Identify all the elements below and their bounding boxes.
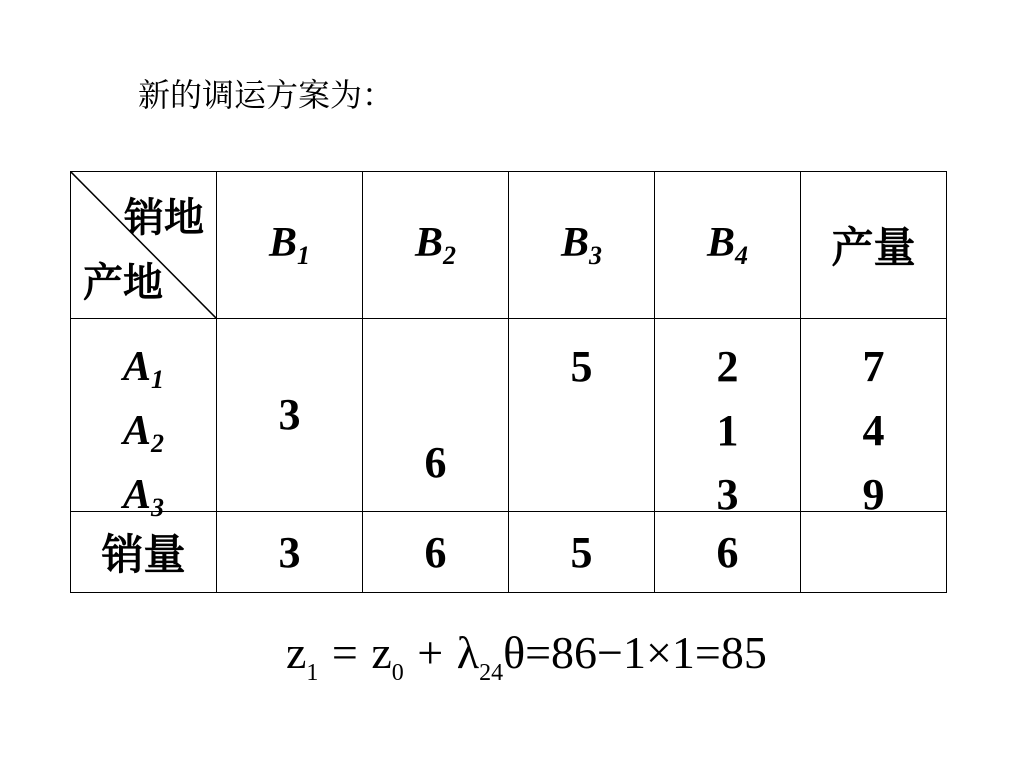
- column-header-b2: $B_2$: [363, 172, 509, 319]
- cell-a1-b3: 5: [570, 342, 593, 391]
- supply-a2: 4: [862, 406, 885, 455]
- table-header-row: [71, 172, 947, 319]
- cell-a2-b3: [509, 399, 654, 447]
- corner-label-origin: 产地: [83, 260, 163, 306]
- cell-a1-b4: 2: [716, 342, 739, 391]
- column-header-supply: 产量: [801, 172, 947, 319]
- demand-b3: 5: [509, 512, 655, 593]
- objective-formula: $z_1 = z_0 + \lambda_{24}\theta=86-1\times 1=85$: [286, 627, 767, 686]
- column-b2-cells: [363, 319, 509, 512]
- row-label-a1: $A_1$: [122, 344, 164, 394]
- cell-a2-b4: 1: [716, 406, 739, 455]
- supply-a3: 9: [862, 470, 885, 519]
- supply-a1: 7: [862, 342, 885, 391]
- column-header-b4: $B_4$: [655, 172, 801, 319]
- column-header-b1: $B_1$: [217, 172, 363, 319]
- corner-label-destination: 销地: [124, 195, 204, 241]
- column-b3-cells: [509, 319, 655, 512]
- cell-a1-b2: [363, 335, 508, 383]
- cell-a2-b2: [363, 383, 508, 431]
- demand-b2: 6: [363, 512, 509, 593]
- cell-a3-b4: 3: [716, 470, 739, 519]
- cell-a3-b1: [217, 447, 362, 495]
- transport-table: [70, 171, 947, 593]
- column-b4-cells: [655, 319, 801, 519]
- demand-row-label: 销量: [71, 512, 217, 593]
- column-b1-cells: [217, 319, 363, 512]
- column-header-b3: $B_3$: [509, 172, 655, 319]
- row-label-a3: $A_3$: [122, 472, 164, 522]
- demand-b1: 3: [217, 512, 363, 593]
- table-body-row: [71, 319, 947, 512]
- demand-b4: 6: [655, 512, 801, 593]
- row-labels-cell: [71, 319, 217, 522]
- diagonal-corner-cell: [71, 172, 217, 319]
- row-label-a2: $A_2$: [122, 408, 164, 458]
- column-supply-cells: [801, 319, 947, 519]
- cell-a2-b1: 3: [278, 390, 301, 439]
- cell-a3-b2: 6: [424, 438, 447, 487]
- cell-a1-b1: [217, 335, 362, 383]
- cell-a3-b3: [509, 447, 654, 495]
- page-heading: 新的调运方案为：: [138, 76, 395, 114]
